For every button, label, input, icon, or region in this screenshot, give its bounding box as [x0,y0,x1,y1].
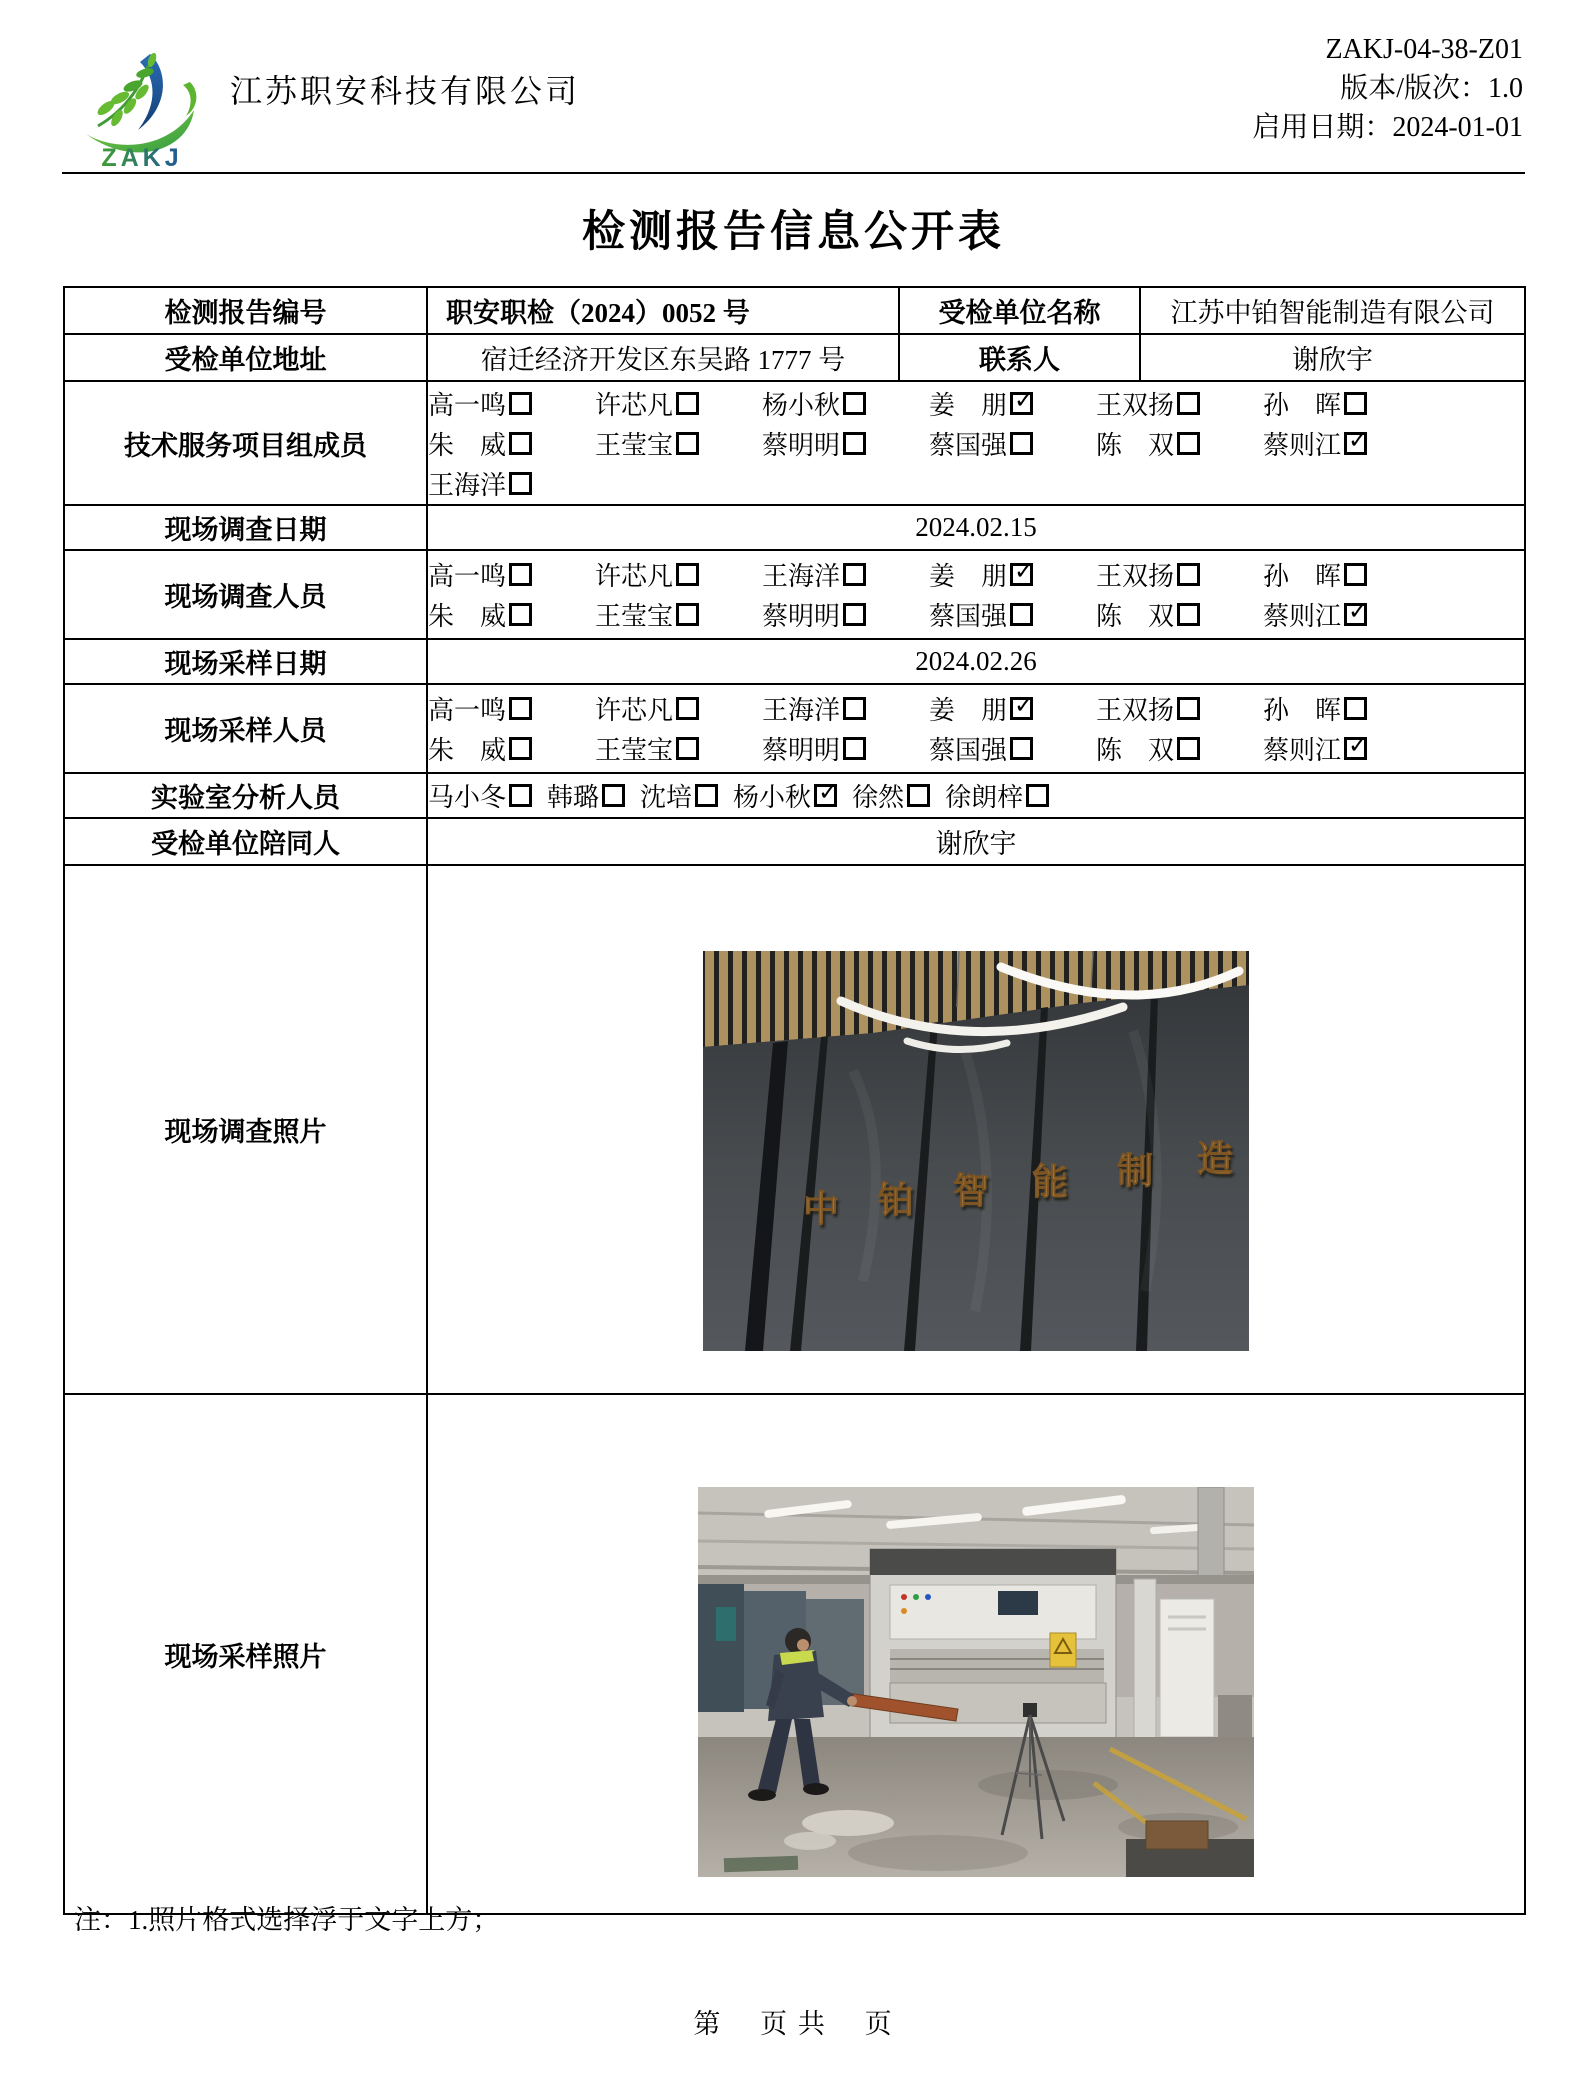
contact-value: 谢欣宇 [1140,334,1525,381]
team-member [1263,385,1430,422]
survey-photo-cell [427,865,1525,1394]
checkbox-unchecked[interactable] [843,432,866,455]
member-name: 姜 朋 [929,390,1008,420]
checkbox-unchecked[interactable] [509,697,532,720]
member-name: 王海洋 [762,696,841,725]
team-member [428,596,595,633]
team-member [1263,596,1430,633]
sampling-date-label: 现场采样日期 [64,639,427,684]
checkbox-unchecked[interactable] [509,392,532,415]
member-name: 王莹宝 [595,602,674,631]
team-member [595,690,762,727]
team-member [1096,730,1263,767]
row-companion [64,818,1525,865]
company-logo [70,28,220,174]
member-name: 蔡明明 [762,736,841,765]
logo-graphic [70,28,220,174]
team-line [428,776,1524,816]
tech-team-label: 技术服务项目组成员 [64,381,427,505]
team-member [428,777,532,814]
checkbox-unchecked[interactable] [676,392,699,415]
team-member [1096,690,1263,727]
member-name: 王莹宝 [595,430,674,460]
team-member [929,596,1096,633]
checkbox-checked[interactable] [1010,563,1033,586]
member-name: 高一鸣 [428,562,507,591]
team-member [762,690,929,727]
team-member [1096,556,1263,593]
team-member [762,730,929,767]
team-member [1096,596,1263,633]
checkbox-unchecked[interactable] [1177,603,1200,626]
survey-team-members [427,550,1525,639]
sign-letter: 智 [952,1171,990,1211]
member-name: 高一鸣 [428,390,507,420]
checkbox-unchecked[interactable] [907,784,930,807]
checkbox-unchecked[interactable] [843,737,866,760]
report-info-table [63,286,1526,1915]
sampling-photo [698,1487,1254,1877]
unit-name-label: 受检单位名称 [899,287,1140,334]
companion-value: 谢欣宇 [427,818,1525,865]
team-member [929,730,1096,767]
checkbox-checked[interactable] [1010,392,1033,415]
row-sampling-team [64,684,1525,773]
member-name: 朱 威 [428,430,507,460]
row-sampling-date [64,639,1525,684]
team-member [1096,425,1263,462]
team-member [640,777,718,814]
member-name: 韩璐 [547,783,600,812]
team-member [1263,730,1430,767]
member-name: 沈培 [640,783,693,812]
lab-team-label: 实验室分析人员 [64,773,427,818]
checkbox-unchecked[interactable] [1177,392,1200,415]
team-member [428,385,595,422]
address-value: 宿迁经济开发区东吴路 1777 号 [427,334,899,381]
member-name: 徐朗梓 [945,783,1024,812]
member-name: 朱 威 [428,602,507,631]
team-line [428,689,1524,729]
checkbox-unchecked[interactable] [843,392,866,415]
team-member [595,385,762,422]
companion-label: 受检单位陪同人 [64,818,427,865]
member-name: 蔡则江 [1263,430,1342,460]
member-name: 许芯凡 [595,696,674,725]
sampling-photo-cell [427,1394,1525,1914]
team-member [1263,425,1430,462]
checkbox-unchecked[interactable] [1177,737,1200,760]
tech-team-members [427,381,1525,505]
team-line [428,383,1524,423]
team-member [852,777,930,814]
member-name: 杨小秋 [762,390,841,420]
team-member [428,556,595,593]
logo-text: ZAKJ [101,144,183,172]
checkbox-unchecked[interactable] [509,737,532,760]
team-member [929,690,1096,727]
member-name: 姜 朋 [929,696,1008,725]
address-label: 受检单位地址 [64,334,427,381]
member-name: 陈 双 [1096,602,1175,631]
member-name: 姜 朋 [929,562,1008,591]
checkbox-unchecked[interactable] [1344,563,1367,586]
sign-letter: 能 [1031,1162,1069,1202]
checkbox-unchecked[interactable] [676,697,699,720]
row-lab-team [64,773,1525,818]
team-line [428,555,1524,595]
unit-name-value: 江苏中铂智能制造有限公司 [1140,287,1525,334]
checkbox-unchecked[interactable] [676,737,699,760]
checkbox-checked[interactable] [1344,432,1367,455]
member-name: 王海洋 [428,470,507,500]
member-name: 高一鸣 [428,696,507,725]
team-line [428,595,1524,635]
team-member [733,777,837,814]
note-text: 注：1.照片格式选择浮于文字上方； [74,1905,500,1935]
checkbox-unchecked[interactable] [1344,697,1367,720]
checkbox-checked[interactable] [1010,697,1033,720]
contact-label: 联系人 [899,334,1140,381]
member-name: 王双扬 [1096,696,1175,725]
team-line [428,423,1524,463]
member-name: 陈 双 [1096,430,1175,460]
row-survey-date [64,505,1525,550]
team-member [595,730,762,767]
sign-letter: 铂 [877,1180,915,1220]
sampling-photo-label: 现场采样照片 [64,1394,427,1914]
survey-photo [703,951,1249,1351]
checkbox-checked[interactable] [1344,737,1367,760]
team-member [1263,556,1430,593]
report-no-value: 职安职检（2024）0052 号 [427,287,899,334]
checkbox-unchecked[interactable] [1010,603,1033,626]
checkbox-unchecked[interactable] [1177,563,1200,586]
team-member [1263,690,1430,727]
member-name: 蔡国强 [929,602,1008,631]
row-report-no [64,287,1525,334]
sign-letter: 造 [1196,1139,1234,1179]
doc-code: ZAKJ-04-38-Z01 [1325,34,1523,65]
member-name: 孙 晖 [1263,562,1342,591]
checkbox-unchecked[interactable] [509,784,532,807]
survey-date-value: 2024.02.15 [427,505,1525,550]
checkbox-unchecked[interactable] [676,432,699,455]
member-name: 蔡则江 [1263,736,1342,765]
checkbox-unchecked[interactable] [509,432,532,455]
lobby-wall-photo [703,951,1249,1351]
checkbox-unchecked[interactable] [1344,392,1367,415]
checkbox-unchecked[interactable] [1177,697,1200,720]
member-name: 蔡明明 [762,602,841,631]
survey-photo-label: 现场调查照片 [64,865,427,1394]
sign-letter: 中 [802,1189,840,1229]
sampling-team-label: 现场采样人员 [64,684,427,773]
document-meta [1252,30,1523,147]
survey-team-label: 现场调查人员 [64,550,427,639]
member-name: 孙 晖 [1263,696,1342,725]
header-divider [62,172,1525,174]
checkbox-unchecked[interactable] [676,603,699,626]
team-member [762,425,929,462]
team-member [1096,385,1263,422]
member-name: 蔡明明 [762,430,841,460]
sampling-date-value: 2024.02.26 [427,639,1525,684]
team-member [929,385,1096,422]
company-name: 江苏职安科技有限公司 [230,73,581,109]
checkbox-unchecked[interactable] [1010,432,1033,455]
report-no-label: 检测报告编号 [64,287,427,334]
member-name: 徐然 [852,783,905,812]
team-member [945,777,1049,814]
checkbox-unchecked[interactable] [695,784,718,807]
checkbox-unchecked[interactable] [1026,784,1049,807]
team-member [428,730,595,767]
team-member [762,596,929,633]
row-tech-team [64,381,1525,505]
member-name: 杨小秋 [733,783,812,812]
member-name: 陈 双 [1096,736,1175,765]
checkbox-unchecked[interactable] [1177,432,1200,455]
member-name: 王莹宝 [595,736,674,765]
checkbox-unchecked[interactable] [843,563,866,586]
sampling-team-members [427,684,1525,773]
checkbox-unchecked[interactable] [509,603,532,626]
team-line [428,729,1524,769]
row-survey-photo [64,865,1525,1394]
member-name: 许芯凡 [595,390,674,420]
member-name: 王双扬 [1096,562,1175,591]
team-member [762,556,929,593]
member-name: 蔡国强 [929,736,1008,765]
sign-letter: 制 [1116,1151,1154,1191]
member-name: 王双扬 [1096,390,1175,420]
lab-team-members [427,773,1525,818]
checkbox-unchecked[interactable] [676,563,699,586]
doc-enable-date: 启用日期：2024-01-01 [1252,112,1523,143]
team-member [428,465,595,502]
checkbox-unchecked[interactable] [843,697,866,720]
team-member [929,425,1096,462]
row-sampling-photo [64,1394,1525,1914]
member-name: 王海洋 [762,562,841,591]
doc-version: 版本/版次：1.0 [1340,73,1523,104]
checkbox-unchecked[interactable] [602,784,625,807]
member-name: 蔡国强 [929,430,1008,460]
member-name: 朱 威 [428,736,507,765]
row-address [64,334,1525,381]
member-name: 许芯凡 [595,562,674,591]
survey-date-label: 现场调查日期 [64,505,427,550]
member-name: 马小冬 [428,783,507,812]
page-footer: 第 页 共 页 [693,2009,894,2039]
team-member [428,425,595,462]
checkbox-unchecked[interactable] [843,603,866,626]
team-member [595,596,762,633]
team-member [929,556,1096,593]
team-member [428,690,595,727]
factory-floor-photo [698,1487,1254,1877]
checkbox-unchecked[interactable] [509,563,532,586]
team-member [595,556,762,593]
team-member [595,425,762,462]
page-title: 检测报告信息公开表 [582,209,1005,256]
member-name: 蔡则江 [1263,602,1342,631]
team-member [547,777,625,814]
row-survey-team [64,550,1525,639]
team-member [762,385,929,422]
team-line [428,463,1524,503]
member-name: 孙 晖 [1263,390,1342,420]
checkbox-unchecked[interactable] [509,472,532,495]
checkbox-checked[interactable] [814,784,837,807]
checkbox-unchecked[interactable] [1010,737,1033,760]
checkbox-checked[interactable] [1344,603,1367,626]
